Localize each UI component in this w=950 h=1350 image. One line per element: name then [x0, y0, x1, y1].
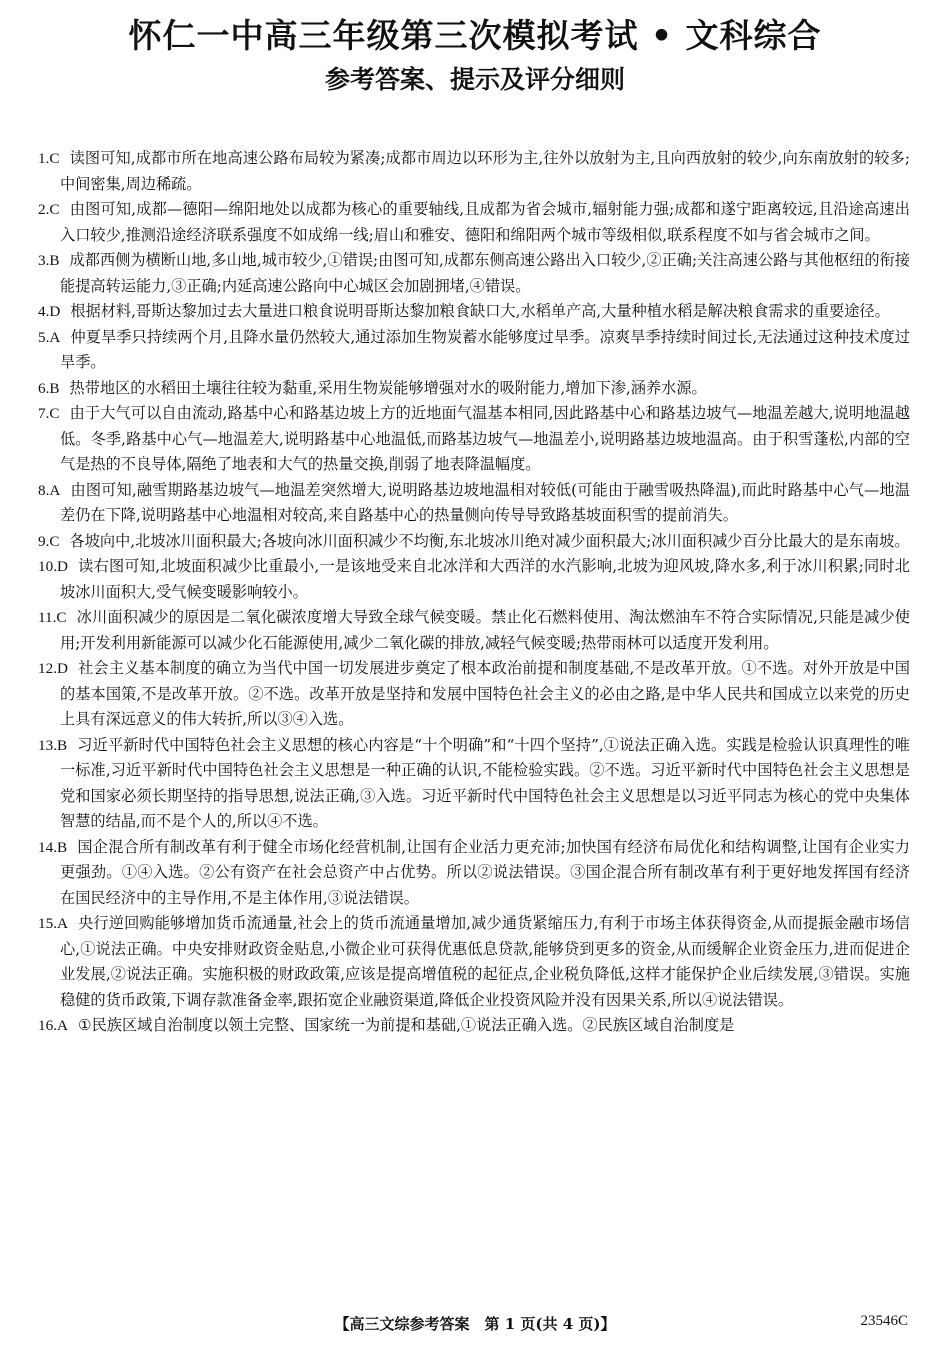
question-number: 14. [38, 838, 57, 856]
question-number: 5. [38, 328, 50, 346]
explanation-text: 社会主义基本制度的确立为当代中国一切发展进步奠定了根本政治前提和制度基础,不是改革开放。①不选。对外开放是中国的基本国策,不是改革开放。②不选。改革开放是坚持和发展中国特色社会主义的必由之路,是中华人民共和国成立以来党的历史上具有深远意义的伟大转折,所以③④入选。 [60, 659, 910, 728]
answer-letter: A [49, 328, 61, 346]
answer-letter: B [49, 252, 60, 269]
page-title: 怀仁一中高三年级第三次模拟考试 • 文科综合 [128, 16, 822, 55]
question-number: 11. [38, 609, 57, 626]
answer-letter: B [56, 736, 68, 754]
answer-letter: A [56, 915, 68, 932]
answer-item [38, 376, 910, 402]
footer-code: 23546C [860, 1313, 908, 1329]
answer-item [38, 197, 910, 248]
question-number: 2. [38, 201, 50, 218]
answer-letter: D [56, 660, 68, 677]
answer-letter: B [56, 838, 68, 856]
answer-item [38, 248, 910, 299]
answer-item [38, 835, 910, 912]
explanation-text: 国企混合所有制改革有利于健全市场化经营机制,让国有企业活力更充沛;加快国有经济布局优化和结构调整,让国有企业实力更强劲。①④入选。②公有资产在社会总资产中占优势。所以②说法错误。③国企混合所有制改革有利于更好地发挥国有经济在国民经济中的主导作用,不是主体作用,③说法错误。 [60, 837, 910, 907]
explanation-text: 各坡向中,北坡冰川面积最大;各坡向冰川面积减少不均衡,东北坡冰川绝对减少面积最大;冰川面积减少百分比最大的是东南坡。 [69, 531, 910, 550]
question-number: 6. [38, 379, 50, 397]
answer-letter: C [49, 532, 60, 550]
explanation-text: 由图可知,成都—德阳—绵阳地处以成都为核心的重要轴线,且成都为省会城市,辐射能力强;成都和遂宁距离较远,且沿途高速出入口较少,推测沿途经济联系强度不如成绵一线;眉山和雅安、德阳和绵阳两个城市等级相似,联系程度不如与省会城市之间。 [60, 200, 910, 244]
explanation-text: 根据材料,哥斯达黎加过去大量进口粮食说明哥斯达黎加粮食缺口大,水稻单产高,大量种植水稻是解决粮食需求的重要途径。 [70, 302, 890, 320]
answer-item [38, 146, 910, 197]
explanation-text: 由于大气可以自由流动,路基中心和路基边坡上方的近地面气温基本相同,因此路基中心和路基边坡气—地温差越大,说明地温越低。冬季,路基中心气—地温差大,说明路基中心地温低,而路基边坡气—地温差小,说明路基边坡地温高。由于积雪蓬松,内部的空气是热的不良导体,隔绝了地表和大气的热量交换,削弱了地表降温幅度。 [60, 404, 910, 473]
page-footer [0, 1313, 950, 1337]
page-subtitle: 参考答案、提示及评分细则 [324, 65, 625, 94]
explanation-text: 读右图可知,北坡面积减少比重最小,一是该地受来自北冰洋和大西洋的水汽影响,北坡为迎风坡,降水多,利于冰川积累;同时北坡冰川面积大,受气候变暖影响较小。 [60, 557, 910, 601]
answer-letter: C [49, 201, 60, 218]
answer-item [38, 529, 910, 555]
explanation-text: 成都西侧为横断山地,多山地,城市较少,①错误;由图可知,成都东侧高速公路出入口较少,②正确;关注高速公路与其他枢纽的衔接能提高转运能力,③正确;内延高速公路向中心城区会加剧拥堵,④错误。 [60, 251, 910, 295]
footer-page-label: 【高三文综参考答案 第 1 页(共 4 页)】 [334, 1315, 616, 1333]
answer-item [38, 911, 910, 1013]
answer-letter: C [49, 150, 60, 167]
answer-letter: B [49, 379, 60, 397]
explanation-text: ①民族区域自治制度以领土完整、国家统一为前提和基础,①说法正确入选。②民族区域自治制度是 [77, 1016, 735, 1034]
answer-list [38, 146, 910, 1039]
question-number: 10. [38, 558, 57, 575]
question-number: 9. [38, 532, 50, 550]
answer-item [38, 401, 910, 478]
explanation-text: 央行逆回购能够增加货币流通量,社会上的货币流通量增加,减少通货紧缩压力,有利于市场主体获得资金,从而提振金融市场信心,①说法正确。中央安排财政资金贴息,小微企业可获得优惠低息贷款,能够贷到更多的资金,从而缓解企业资金压力,进而促进企业发展,②说法正确。实施积极的财政政策,应该是提高增值税的起征点,企业税负降低,这样才能保护企业后续发展,③错误。实施稳健的货币政策,下调存款准备金率,跟拓宽企业融资渠道,降低企业投资风险并没有因果关系,所以④说法错误。 [60, 914, 910, 1009]
question-number: 15. [38, 915, 57, 932]
explanation-text: 冰川面积减少的原因是二氧化碳浓度增大导致全球气候变暖。禁止化石燃料使用、淘汰燃油车不符合实际情况,只能是减少使用;开发利用新能源可以减少化石能源使用,减少二氧化碳的排放,减轻气候变暖;热带雨林可以适度开发利用。 [60, 608, 910, 652]
explanation-text: 热带地区的水稻田土壤往往较为黏重,采用生物炭能够增强对水的吸附能力,增加下渗,涵养水源。 [69, 378, 707, 397]
answer-item [38, 605, 910, 656]
question-number: 13. [38, 736, 57, 754]
answer-item [38, 478, 910, 529]
explanation-text: 读图可知,成都市所在地高速公路布局较为紧凑;成都市周边以环形为主,往外以放射为主,且向西放射的较少,向东南放射的较多;中间密集,周边稀疏。 [60, 149, 910, 193]
question-number: 12. [38, 660, 57, 677]
answer-item [38, 299, 910, 325]
question-number: 3. [38, 252, 50, 269]
answer-item [38, 1013, 910, 1039]
answer-item [38, 733, 910, 835]
question-number: 4. [38, 303, 50, 320]
explanation-text: 由图可知,融雪期路基边坡气—地温差突然增大,说明路基边坡地温相对较低(可能由于融雪吸热降温),而此时路基中心气—地温差仍在下降,说明路基中心地温相对较高,来自路基中心的热量侧向传导导致路基坡面积雪的提前消失。 [60, 480, 910, 524]
question-number: 1. [38, 150, 50, 167]
question-number: 7. [38, 405, 50, 422]
answer-letter: A [56, 1017, 68, 1034]
answer-letter: A [49, 481, 61, 499]
answer-letter: C [56, 609, 67, 626]
question-number: 16. [38, 1017, 57, 1034]
answer-item [38, 554, 910, 605]
answer-letter: C [49, 405, 60, 422]
explanation-text: 习近平新时代中国特色社会主义思想的核心内容是“十个明确”和“十四个坚持”,①说法正确入选。实践是检验认识真理性的唯一标准,习近平新时代中国特色社会主义思想是一种正确的认识,不能检验实践。②不选。习近平新时代中国特色社会主义思想是党和国家必须长期坚持的指导思想,说法正确,③入选。习近平新时代中国特色社会主义思想是以习近平同志为核心的党中央集体智慧的结晶,而不是个人的,所以④不选。 [60, 735, 910, 830]
answer-letter: D [56, 558, 68, 575]
answer-item [38, 656, 910, 733]
answer-item [38, 325, 910, 376]
answer-letter: D [49, 303, 61, 320]
question-number: 8. [38, 481, 50, 499]
explanation-text: 仲夏旱季只持续两个月,且降水量仍然较大,通过添加生物炭蓄水能够度过旱季。凉爽旱季持续时间过长,无法通过这种技术度过旱季。 [60, 327, 910, 371]
